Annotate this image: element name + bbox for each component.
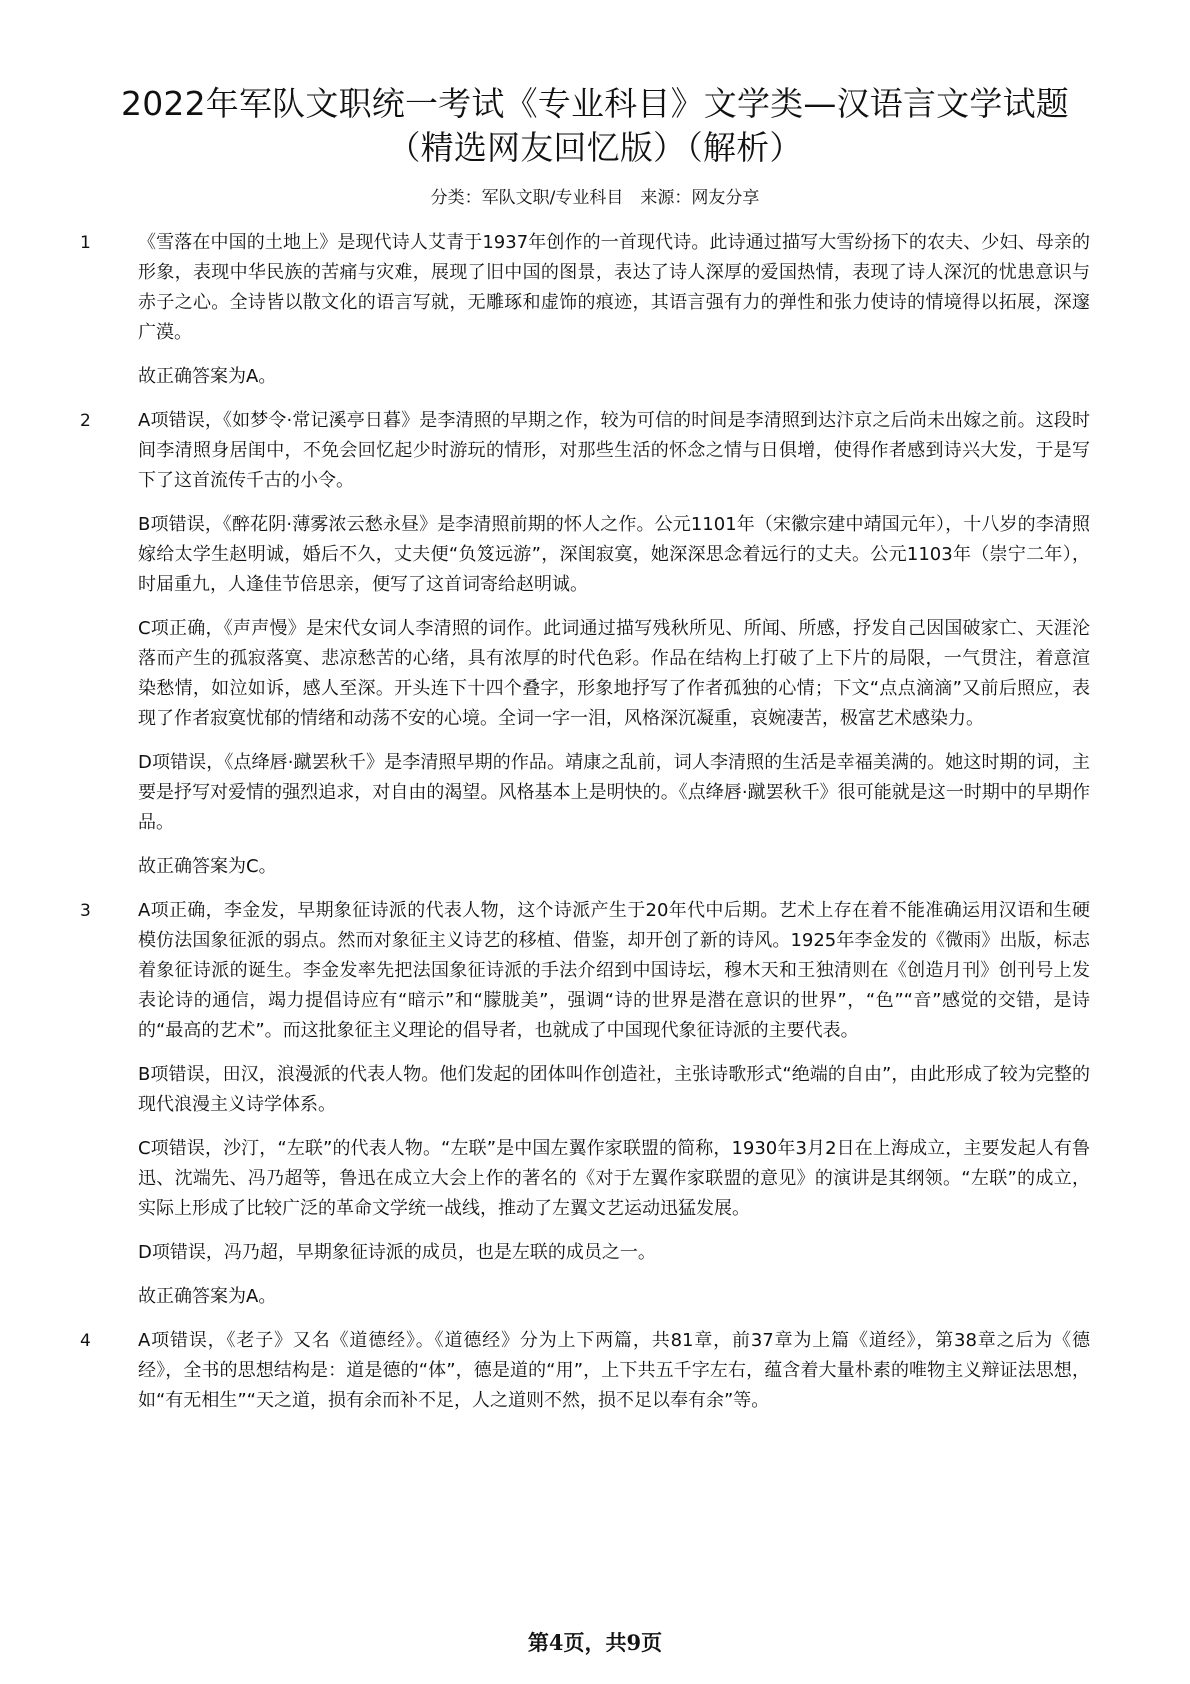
explanation-paragraph: D项错误，冯乃超，早期象征诗派的成员，也是左联的成员之一。 bbox=[138, 1242, 656, 1263]
question-item bbox=[80, 406, 1090, 882]
document-title bbox=[60, 82, 1130, 170]
explanation-paragraph: D项错误，《点绛唇·蹴罢秋千》是李清照早期的作品。靖康之乱前，词人李清照的生活是幸福美满的。她这时期的词，主要是抒写对爱情的强烈追求，对自由的渴望。风格基本上是明快的。《点绛唇·蹴罢秋千》很可能就是这一时期中的早期作品。 bbox=[138, 752, 1090, 833]
answer-line: 故正确答案为C。 bbox=[138, 856, 277, 877]
explanation-paragraph: A项错误，《如梦令·常记溪亭日暮》是李清照的早期之作，较为可信的时间是李清照到达汴京之后尚未出嫁之前。这段时间李清照身居闺中，不免会回忆起少时游玩的情形，对那些生活的怀念之情与日俱增，使得作者感到诗兴大发，于是写下了这首流传千古的小令。 bbox=[138, 410, 1090, 491]
title-line-2: （精选网友回忆版）（解析） bbox=[387, 128, 803, 167]
explanation-paragraph: 《雪落在中国的土地上》是现代诗人艾青于1937年创作的一首现代诗。此诗通过描写大雪纷扬下的农夫、少妇、母亲的形象，表现中华民族的苦痛与灾难，展现了旧中国的图景，表达了诗人深厚的爱国热情，表现了诗人深沉的忧患意识与赤子之心。全诗皆以散文化的语言写就，无雕琢和虚饰的痕迹，其语言强有力的弹性和张力使诗的情境得以拓展，深邃广漠。 bbox=[138, 232, 1090, 343]
page-number: 第4页，共9页 bbox=[527, 1630, 663, 1655]
title-line-1: 2022年军队文职统一考试《专业科目》文学类—汉语言文学试题 bbox=[121, 84, 1069, 123]
question-item bbox=[80, 1326, 1090, 1416]
question-number: 1 bbox=[80, 233, 91, 253]
answer-line: 故正确答案为A。 bbox=[138, 366, 277, 387]
question-item bbox=[80, 896, 1090, 1312]
explanation-paragraph: C项正确，《声声慢》是宋代女词人李清照的词作。此词通过描写残秋所见、所闻、所感，抒发自己因国破家亡、天涯沦落而产生的孤寂落寞、悲凉愁苦的心绪，具有浓厚的时代色彩。作品在结构上打破了上下片的局限，一气贯注，着意渲染愁情，如泣如诉，感人至深。开头连下十四个叠字，形象地抒写了作者孤独的心情；下文“点点滴滴”又前后照应，表现了作者寂寞忧郁的情绪和动荡不安的心境。全词一字一泪，风格深沉凝重，哀婉凄苦，极富艺术感染力。 bbox=[138, 618, 1090, 729]
category-source-line: 分类：军队文职/专业科目 来源：网友分享 bbox=[430, 188, 760, 208]
question-item bbox=[80, 228, 1090, 392]
question-number: 3 bbox=[80, 901, 91, 921]
answer-explanations bbox=[80, 228, 1090, 1430]
explanation-paragraph: B项错误，田汉，浪漫派的代表人物。他们发起的团体叫作创造社，主张诗歌形式“绝端的自由”，由此形成了较为完整的现代浪漫主义诗学体系。 bbox=[138, 1064, 1090, 1115]
explanation-paragraph: A项错误，《老子》又名《道德经》。《道德经》分为上下两篇，共81章，前37章为上篇《道经》，第38章之后为《德经》，全书的思想结构是：道是德的“体”，德是道的“用”，上下共五千字左右，蕴含着大量朴素的唯物主义辩证法思想，如“有无相生”“天之道，损有余而补不足，人之道则不然，损不足以奉有余”等。 bbox=[138, 1330, 1090, 1411]
explanation-paragraph: C项错误，沙汀，“左联”的代表人物。“左联”是中国左翼作家联盟的简称，1930年3月2日在上海成立，主要发起人有鲁迅、沈端先、冯乃超等，鲁迅在成立大会上作的著名的《对于左翼作家联盟的意见》的演讲是其纲领。“左联”的成立，实际上形成了比较广泛的革命文学统一战线，推动了左翼文艺运动迅猛发展。 bbox=[138, 1138, 1090, 1219]
question-number: 4 bbox=[80, 1331, 91, 1351]
question-number: 2 bbox=[80, 411, 91, 431]
answer-line: 故正确答案为A。 bbox=[138, 1286, 277, 1307]
explanation-paragraph: B项错误，《醉花阴·薄雾浓云愁永昼》是李清照前期的怀人之作。公元1101年（宋徽宗建中靖国元年），十八岁的李清照嫁给太学生赵明诚，婚后不久，丈夫便“负笈远游”，深闺寂寞，她深深思念着远行的丈夫。公元1103年（崇宁二年），时届重九，人逢佳节倍思亲，便写了这首词寄给赵明诚。 bbox=[138, 514, 1090, 595]
explanation-paragraph: A项正确，李金发，早期象征诗派的代表人物，这个诗派产生于20年代中后期。艺术上存在着不能准确运用汉语和生硬模仿法国象征派的弱点。然而对象征主义诗艺的移植、借鉴，却开创了新的诗风。1925年李金发的《微雨》出版，标志着象征诗派的诞生。李金发率先把法国象征诗派的手法介绍到中国诗坛，穆木天和王独清则在《创造月刊》创刊号上发表论诗的通信，竭力提倡诗应有“暗示”和“朦胧美”，强调“诗的世界是潜在意识的世界”，“色”“音”感觉的交错，是诗的“最高的艺术”。而这批象征主义理论的倡导者，也就成了中国现代象征诗派的主要代表。 bbox=[138, 900, 1090, 1041]
